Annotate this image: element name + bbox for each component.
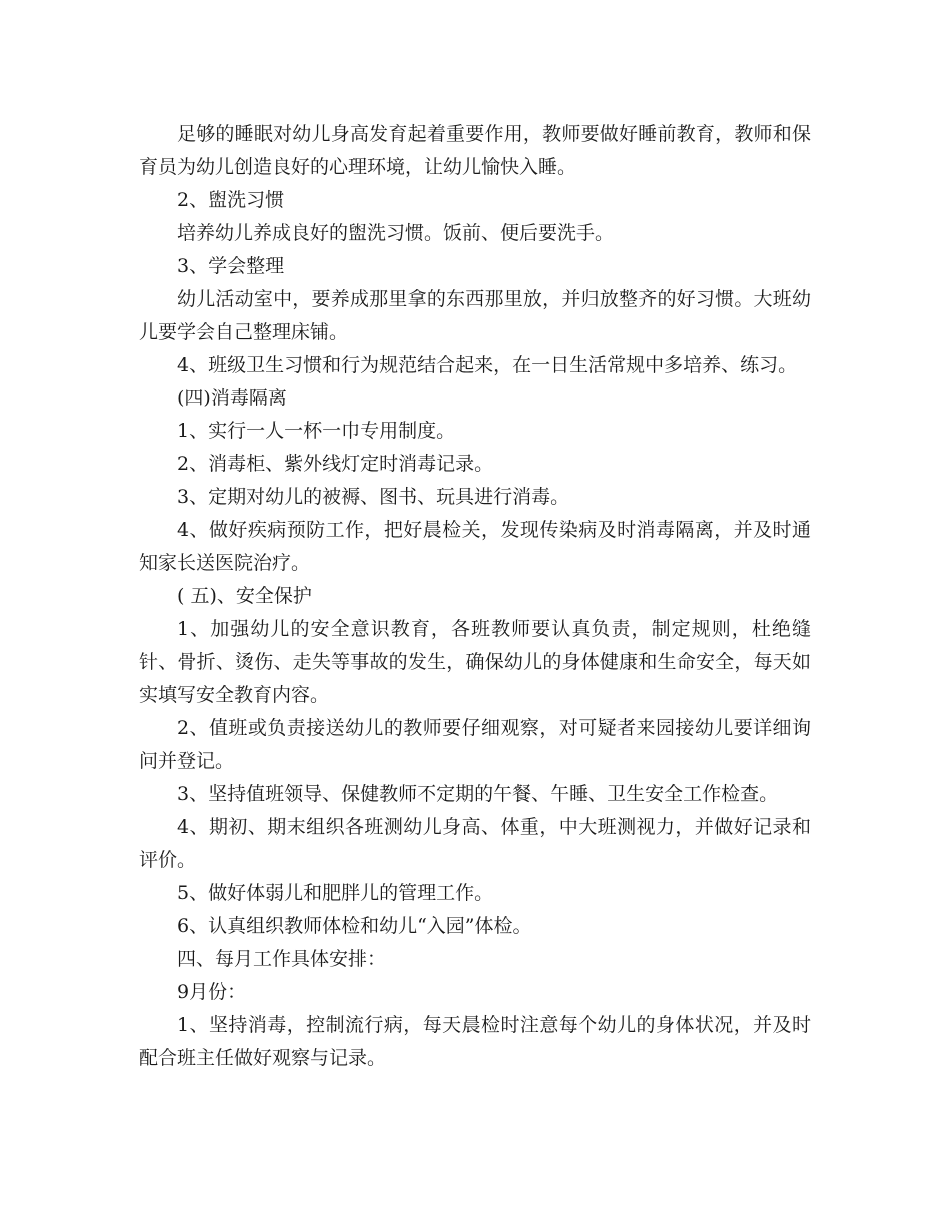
heading-monthly-plan: 四、每月工作具体安排： [177,948,387,970]
paragraph-safety-4: 4、期初、期末组织各班测幼儿身高、体重，中大班测视力，并做好记录和评价。 [139,816,811,871]
paragraph-september-1: 1、坚持消毒，控制流行病，每天晨检时注意每个幼儿的身体状况，并及时配合班主任做好观察与记录。 [139,1014,811,1069]
paragraph-safety-3: 3、坚持值班领导、保健教师不定期的午餐、午睡、卫生安全工作检查。 [177,783,779,805]
paragraph-disinfection-4: 4、做好疾病预防工作，把好晨检关，发现传染病及时消毒隔离，并及时通知家长送医院治疗。 [139,519,811,574]
heading-washing-habits: 2、盥洗习惯 [177,189,285,211]
heading-september: 9月份： [177,981,247,1003]
heading-disinfection: (四)消毒隔离 [177,387,287,409]
document-body [139,118,811,1075]
paragraph-safety-1: 1、加强幼儿的安全意识教育，各班教师要认真负责，制定规则，杜绝缝针、骨折、烫伤、走失等事故的发生，确保幼儿的身体健康和生命安全，每天如实填写安全教育内容。 [139,618,811,706]
paragraph-tidying: 幼儿活动室中，要养成那里拿的东西那里放，并归放整齐的好习惯。大班幼儿要学会自己整理床铺。 [139,288,811,343]
paragraph-disinfection-3: 3、定期对幼儿的被褥、图书、玩具进行消毒。 [177,486,570,508]
heading-safety: ( 五)、安全保护 [177,585,312,607]
paragraph-sleep: 足够的睡眠对幼儿身高发育起着重要作用，教师要做好睡前教育，教师和保育员为幼儿创造良好的心理环境，让幼儿愉快入睡。 [139,123,811,178]
paragraph-safety-5: 5、做好体弱儿和肥胖儿的管理工作。 [177,882,494,904]
heading-tidying: 3、学会整理 [177,255,285,277]
paragraph-disinfection-2: 2、消毒柜、紫外线灯定时消毒记录。 [177,453,494,475]
paragraph-washing: 培养幼儿养成良好的盥洗习惯。饭前、便后要洗手。 [177,222,615,244]
paragraph-class-hygiene: 4、班级卫生习惯和行为规范结合起来，在一日生活常规中多培养、练习。 [177,354,798,376]
paragraph-safety-6: 6、认真组织教师体检和幼儿“入园”体检。 [177,915,532,937]
paragraph-safety-2: 2、值班或负责接送幼儿的教师要仔细观察，对可疑者来园接幼儿要详细询问并登记。 [139,717,811,772]
paragraph-disinfection-1: 1、实行一人一杯一巾专用制度。 [177,420,456,442]
